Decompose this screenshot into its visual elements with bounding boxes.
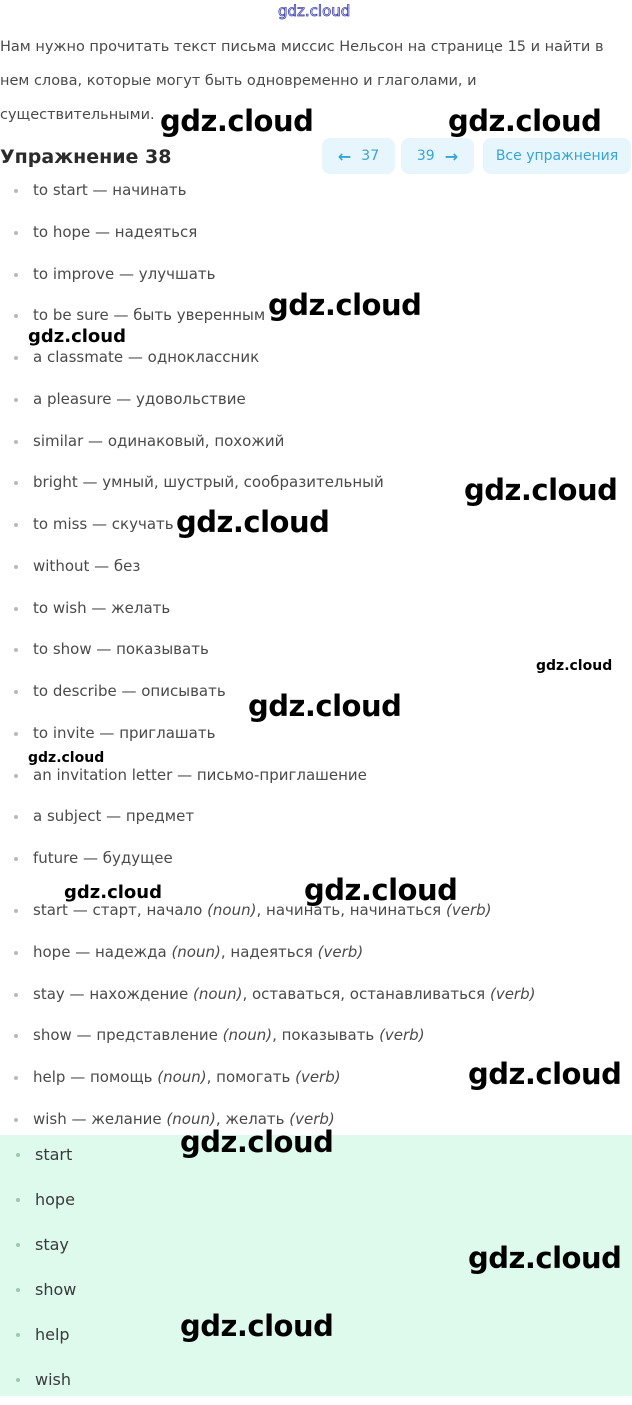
pos-noun-label: (noun) xyxy=(171,942,221,961)
bullet-icon xyxy=(16,1243,20,1247)
watermark: gdz.cloud xyxy=(160,104,314,138)
watermark: gdz.cloud xyxy=(468,1241,622,1275)
site-logo-watermark: gdz.cloud xyxy=(278,2,351,20)
answer-text: wish xyxy=(35,1370,72,1389)
pos-noun-label: (noun) xyxy=(193,984,243,1003)
vocab-text: future — будущее xyxy=(33,849,173,867)
pos-noun-meaning: нахождение xyxy=(89,984,189,1003)
watermark: gdz.cloud xyxy=(304,873,458,907)
arrow-left-icon: ← xyxy=(337,146,352,166)
arrow-right-icon: → xyxy=(444,146,459,166)
bullet-icon xyxy=(14,774,18,778)
exercise-title: Упражнение 38 xyxy=(0,146,172,168)
list-item: wish — желание (noun), желать (verb) xyxy=(0,1099,632,1141)
watermark: gdz.cloud xyxy=(64,882,162,903)
bullet-icon xyxy=(14,189,18,193)
bullet-icon xyxy=(16,1288,20,1292)
list-item xyxy=(0,546,632,588)
bullet-icon xyxy=(14,648,18,652)
pos-word: show xyxy=(33,1026,72,1045)
prev-exercise-label: 37 xyxy=(361,148,380,164)
bullet-icon xyxy=(14,356,18,360)
pos-word: help xyxy=(33,1068,66,1086)
parts-of-speech-list xyxy=(0,890,632,1141)
bullet-icon xyxy=(14,481,18,485)
vocab-text: bright — умный, шустрый, сообразительный xyxy=(33,473,384,492)
bullet-icon xyxy=(14,273,18,277)
vocab-text: to improve — улучшать xyxy=(33,264,216,283)
bullet-icon xyxy=(14,607,18,611)
answer-text: help xyxy=(35,1325,70,1344)
pos-verb-meaning: оставаться, останавливаться xyxy=(252,984,486,1003)
bullet-icon xyxy=(14,565,18,569)
pos-noun-meaning: старт, начало xyxy=(92,901,203,919)
answer-text: hope xyxy=(35,1190,75,1209)
answer-text: show xyxy=(35,1280,77,1299)
answer-text: start xyxy=(35,1145,73,1164)
pos-verb-meaning: помогать xyxy=(216,1068,291,1086)
watermark: gdz.cloud xyxy=(448,104,602,138)
pos-noun-label: (noun) xyxy=(222,1026,273,1045)
pos-word: start xyxy=(33,901,68,919)
watermark: gdz.cloud xyxy=(468,1057,622,1091)
list-item: start — старт, начало (noun), начинать, начинаться (verb) xyxy=(0,890,632,932)
all-exercises-button[interactable]: Все упражнения xyxy=(483,138,631,174)
pos-noun-label: (noun) xyxy=(157,1068,207,1086)
watermark: gdz.cloud xyxy=(28,750,105,766)
pos-noun-meaning: надежда xyxy=(94,942,167,961)
list-item: help — помощь (noun), помогать (verb) xyxy=(0,1057,632,1099)
vocab-text: to invite — приглашать xyxy=(33,723,216,742)
bullet-icon xyxy=(14,732,18,736)
answer-item xyxy=(0,1360,632,1405)
list-item xyxy=(0,212,632,254)
bullet-icon xyxy=(14,523,18,527)
bullet-icon xyxy=(14,398,18,402)
prev-exercise-button[interactable] xyxy=(322,138,395,174)
answer-text: stay xyxy=(35,1235,69,1254)
intro-paragraph: Нам нужно прочитать текст письма миссис Нельсон на странице 15 и найти в нем слова, которые могут быть одновременно и глаголами, и существительными. xyxy=(0,39,604,123)
bullet-icon xyxy=(14,951,18,955)
list-item xyxy=(0,379,632,421)
list-item: show — представление (noun), показывать (verb) xyxy=(0,1015,632,1057)
bullet-icon xyxy=(16,1198,20,1202)
list-item: stay — нахождение (noun), оставаться, останавливаться (verb) xyxy=(0,974,632,1016)
pos-verb-label: (verb) xyxy=(317,942,364,961)
pos-noun-meaning: представление xyxy=(96,1026,218,1045)
pos-verb-label: (verb) xyxy=(289,1109,335,1128)
watermark: gdz.cloud xyxy=(180,1125,334,1159)
bullet-icon xyxy=(14,815,18,819)
pos-verb-meaning: показывать xyxy=(281,1026,375,1045)
watermark: gdz.cloud xyxy=(248,689,402,723)
pos-noun-meaning: желание xyxy=(91,1109,162,1128)
bullet-icon xyxy=(14,1076,18,1080)
bullet-icon xyxy=(14,1034,18,1038)
bullet-icon xyxy=(14,440,18,444)
pos-noun-label: (noun) xyxy=(207,901,257,919)
vocab-text: to show — показывать xyxy=(33,640,209,659)
list-item: hope — надежда (noun), надеяться (verb) xyxy=(0,932,632,974)
vocab-text: to miss — скучать xyxy=(33,515,174,533)
pos-noun-label: (noun) xyxy=(166,1109,216,1128)
bullet-icon xyxy=(14,909,18,913)
pos-verb-label: (verb) xyxy=(489,984,536,1003)
watermark: gdz.cloud xyxy=(180,1309,334,1343)
pos-verb-meaning: желать xyxy=(225,1109,285,1128)
pos-word: wish xyxy=(33,1109,67,1128)
watermark: gdz.cloud xyxy=(536,658,613,674)
list-item xyxy=(0,796,632,838)
pos-verb-meaning: начинать, начинаться xyxy=(266,901,442,919)
next-exercise-label: 39 xyxy=(416,148,435,164)
watermark: gdz.cloud xyxy=(464,473,618,507)
bullet-icon xyxy=(16,1333,20,1337)
answer-item xyxy=(0,1180,632,1225)
vocab-text: similar — одинаковый, похожий xyxy=(33,431,285,450)
vocab-text: an invitation letter — письмо-приглашение xyxy=(33,765,367,784)
vocab-text: without — без xyxy=(33,556,141,575)
bullet-icon xyxy=(14,314,18,318)
bullet-icon xyxy=(14,993,18,997)
pos-word: stay xyxy=(33,984,65,1003)
pos-noun-meaning: помощь xyxy=(89,1068,153,1086)
bullet-icon xyxy=(16,1153,20,1157)
pos-verb-label: (verb) xyxy=(295,1068,341,1086)
vocab-text: a subject — предмет xyxy=(33,807,195,826)
list-item xyxy=(0,588,632,630)
bullet-icon xyxy=(14,1118,18,1122)
vocab-text: to start — начинать xyxy=(33,181,187,199)
list-item xyxy=(0,421,632,463)
vocab-text: to be sure — быть уверенным xyxy=(33,306,266,325)
vocab-text: a pleasure — удовольствие xyxy=(33,389,246,408)
bullet-icon xyxy=(14,231,18,235)
pos-word: hope xyxy=(33,942,71,961)
watermark: gdz.cloud xyxy=(268,288,422,322)
pos-verb-meaning: надеяться xyxy=(230,942,313,961)
watermark: gdz.cloud xyxy=(176,505,330,539)
bullet-icon xyxy=(16,1378,20,1382)
vocab-text: a classmate — одноклассник xyxy=(33,348,260,366)
vocab-text: to wish — желать xyxy=(33,598,171,617)
vocab-text: to hope — надеяться xyxy=(33,222,198,241)
bullet-icon xyxy=(14,857,18,861)
list-item xyxy=(0,170,632,212)
pos-verb-label: (verb) xyxy=(445,901,492,919)
next-exercise-button[interactable] xyxy=(401,138,474,174)
vocab-text: to describe — описывать xyxy=(33,682,226,700)
watermark: gdz.cloud xyxy=(28,326,126,347)
pos-verb-label: (verb) xyxy=(379,1026,425,1045)
bullet-icon xyxy=(14,690,18,694)
